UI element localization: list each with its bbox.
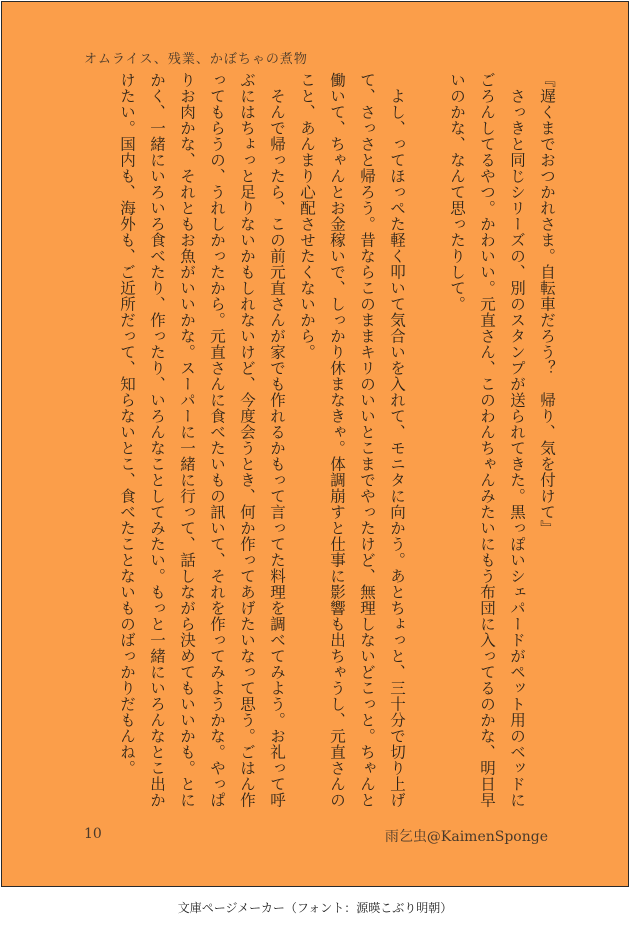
- body-text: [82, 72, 562, 812]
- page-number: 10: [84, 826, 102, 842]
- generator-credit: 文庫ページメーカー（フォント：源暎こぶり明朝）: [177, 901, 453, 915]
- paragraph-blank: [412, 72, 442, 812]
- paragraph-1: 『遅くまでおつかれさま。自転車だろう？ 帰り、気を付けて』: [538, 72, 556, 536]
- author-credit: 雨乞虫@KaimenSponge: [384, 829, 548, 845]
- paragraph-4: そんで帰ったら、この前元直さんが家でも作れるかもって言ってた料理を調べてみよう。お礼って呼ぶにはちょっと足りないかもしれないけど、今度会うとき、何か作ってあげたいなって思う。ごはん作ってもらうの、うれしかったから。元直さんに食べたいもの訊いて、それを作ってみようかな。やっぱりお肉かな、それともお魚がいいかな。スーパーに一緒に行って、話しながら決めてもいいかも。とにかく、一緒にいろいろ食べたり、作ったり、いろんなことしてみたい。もっと一緒にいろんなとこ出かけたい。国内も、海外も、ご近所だって、知らないとこ、食べたことないものばっかりだもんね。: [118, 72, 286, 808]
- paragraph-3: よし、ってほっぺた軽く叩いて気合いを入れて、モニタに向かう。あとちょっと、三十分で切り上げて、さっさと帰ろう。昔ならこのままキリのいいとこまでやったけど、無理しないどこっと。ちゃんと働いて、ちゃんとお金稼いで、しっかり休まなきゃ。体調崩すと仕事に影響も出ちゃうし、元直さんのこと、あんまり心配させたくないから。: [298, 72, 406, 808]
- running-head: オムライス、残業、かぼちゃの煮物: [84, 52, 308, 67]
- book-page: [1, 1, 629, 887]
- paragraph-2: さっきと同じシリーズの、別のスタンプが送られてきた。黒っぽいシェパードがペット用のベッドにごろんしてるやつ。かわいい。元直さん、このわんちゃんみたいにもう布団に入ってるのかな、明日早いのかな、なんて思ったりして。: [448, 72, 526, 808]
